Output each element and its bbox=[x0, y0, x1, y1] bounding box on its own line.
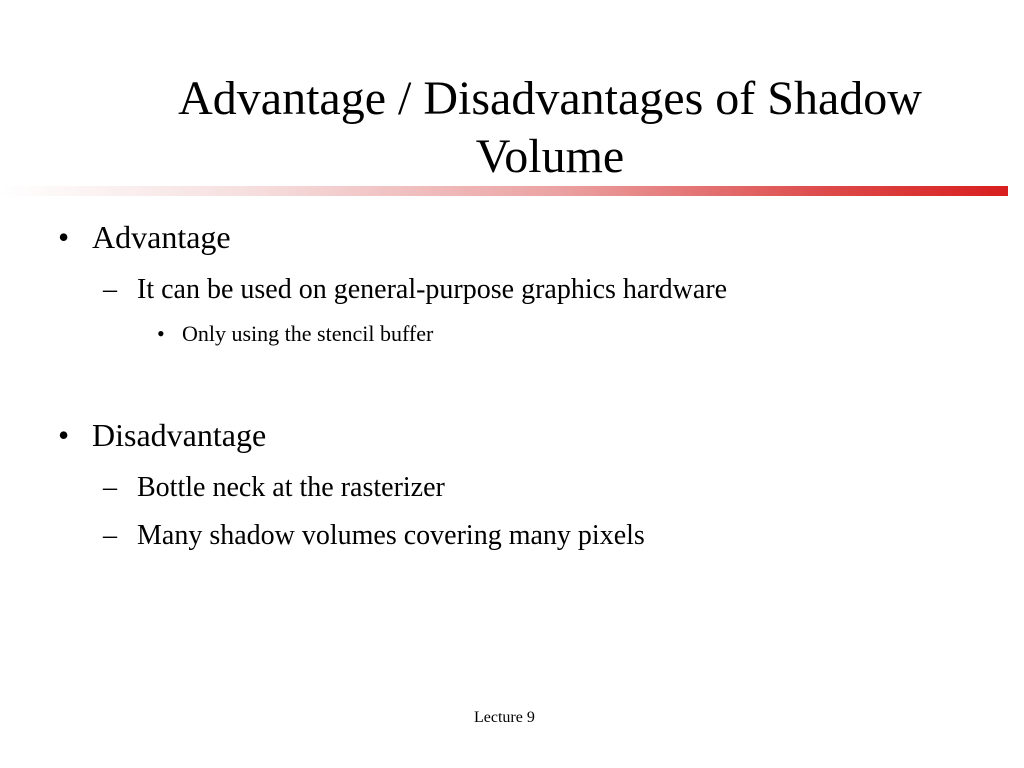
dash-marker: – bbox=[103, 472, 117, 503]
subsubbullet-stencil-buffer bbox=[157, 321, 433, 347]
subbullet-text: Bottle neck at the rasterizer bbox=[137, 472, 445, 503]
subbullet-bottleneck bbox=[103, 471, 445, 505]
bullet-disadvantage bbox=[58, 416, 266, 454]
footer-text: Lecture 9 bbox=[474, 709, 535, 726]
slide-title: Advantage / Disadvantages of Shadow Volume bbox=[178, 72, 922, 183]
bullet-advantage bbox=[58, 218, 231, 256]
title-divider-rule bbox=[0, 186, 1008, 196]
subbullet-general-purpose-hardware bbox=[103, 273, 727, 307]
bullet-marker: • bbox=[157, 321, 165, 346]
subsubbullet-text: Only using the stencil buffer bbox=[182, 321, 434, 346]
bullet-heading-advantage: Advantage bbox=[92, 219, 231, 255]
dash-marker: – bbox=[103, 274, 117, 305]
subbullet-text: It can be used on general-purpose graphics hardware bbox=[137, 274, 728, 305]
subbullet-text: Many shadow volumes covering many pixels bbox=[137, 520, 645, 551]
subbullet-many-shadow-volumes bbox=[103, 519, 645, 553]
dash-marker: – bbox=[103, 520, 117, 551]
bullet-marker: • bbox=[58, 417, 70, 453]
bullet-marker: • bbox=[58, 219, 70, 255]
bullet-heading-disadvantage: Disadvantage bbox=[92, 417, 267, 453]
